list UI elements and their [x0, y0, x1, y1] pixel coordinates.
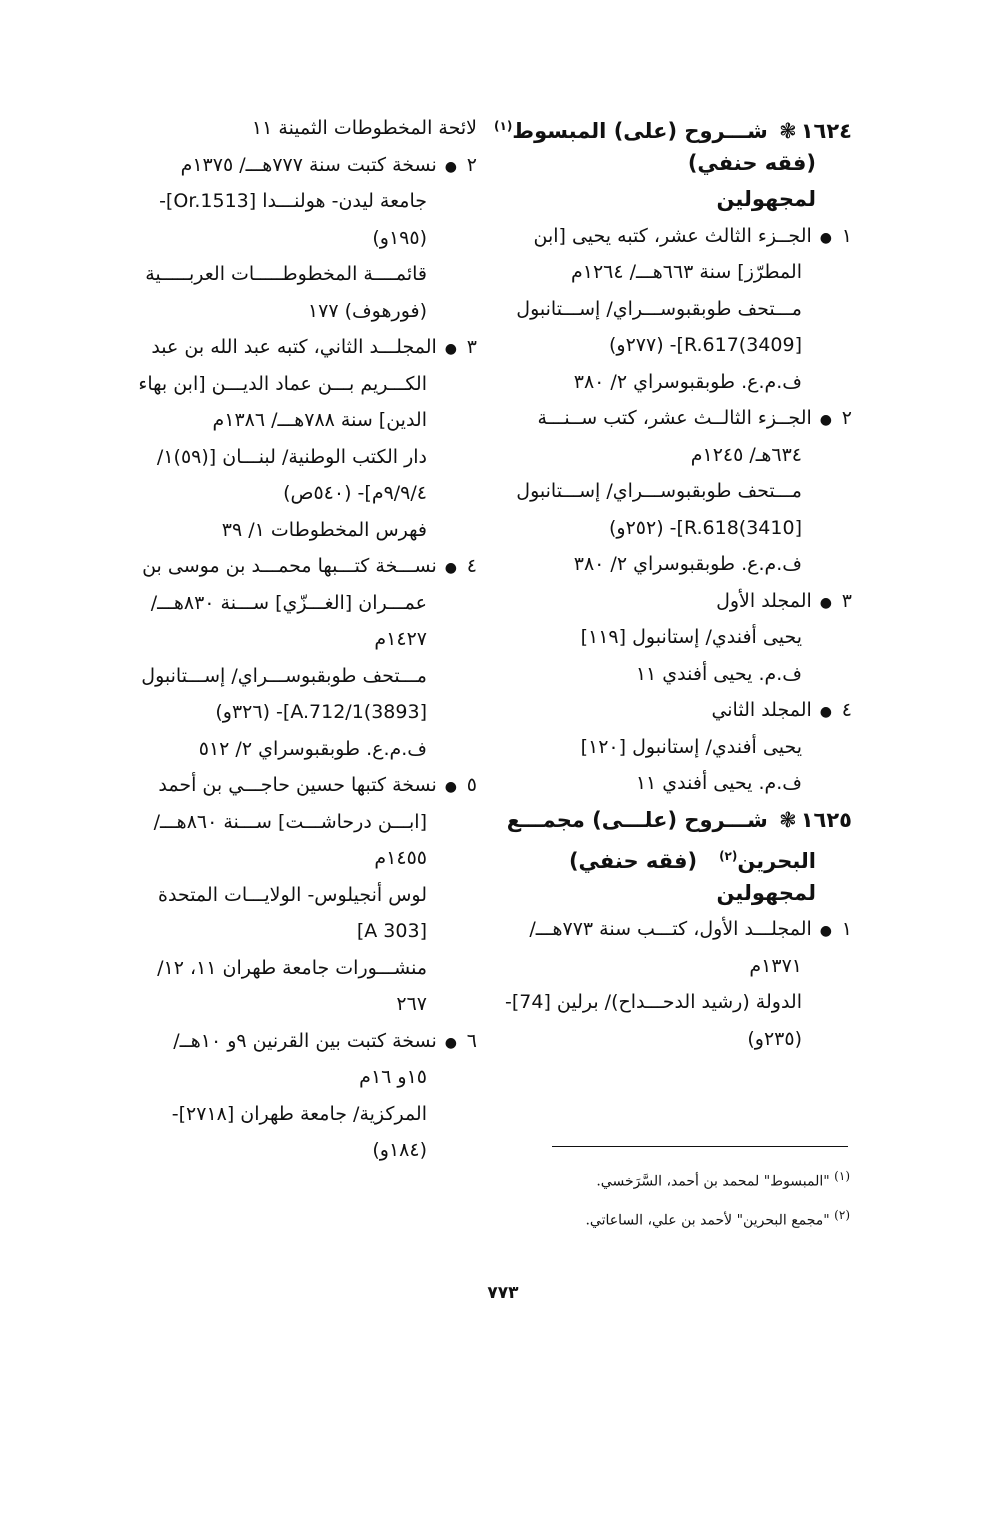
entry-number: ١٦٢٥ — [800, 807, 852, 832]
entry-title: شـــروح (على) المبسوط — [512, 119, 768, 143]
list-item-line — [512, 1021, 852, 1058]
list-item-line — [132, 913, 477, 950]
bullet-icon: ● — [444, 560, 457, 576]
list-item-line — [512, 948, 852, 985]
item-number: ٢ — [466, 153, 477, 176]
entry-subtitle: (فقه حنفي) — [568, 849, 698, 873]
item-number: ١ — [841, 224, 852, 247]
bullet-icon: ● — [819, 229, 832, 246]
list-item-line — [512, 473, 852, 510]
item-text: جامعة ليدن- هولنـــدا [Or.1513]- — [159, 190, 427, 212]
list-item-line — [512, 327, 852, 364]
page-number: ٧٧٣ — [487, 1283, 519, 1303]
item-text: يحيى أفندي/ إستانبول [١١٩] — [580, 626, 802, 648]
footnotes — [520, 1160, 850, 1237]
list-item-line — [132, 731, 477, 768]
item-text: [3409)R.617]- (٢٧٧و) — [609, 334, 802, 356]
left-column — [132, 110, 477, 1169]
item-number: ٣ — [466, 336, 477, 358]
footnote-marker: (١) — [834, 1169, 850, 1183]
entry-1624 — [494, 108, 852, 802]
list-item — [132, 147, 477, 184]
list-item — [512, 911, 852, 948]
star-icon: ❃ — [779, 119, 797, 143]
item-text: (١٨٤و) — [372, 1139, 427, 1161]
bullet-icon: ● — [444, 158, 457, 175]
item-number: ٢ — [841, 407, 852, 429]
item-text: ف.م.ع. طوبقبوسراي ٢/ ٥١٢ — [198, 737, 427, 760]
list-item-line — [132, 293, 477, 330]
item-text: [3893)A.712/1]- (٣٢٦و) — [215, 701, 427, 723]
item-text: (٢٣٥و) — [747, 1027, 802, 1050]
item-number: ٦ — [466, 1029, 477, 1052]
item-text: فهرس المخطوطات ١/ ٣٩ — [221, 518, 427, 541]
item-number: ١ — [841, 918, 852, 940]
item-text: نســـخة كتـــبها محمـــد بن موسى بن — [142, 555, 437, 577]
item-text: مـــتحف طوبقبوســـراي/ إســـتانبول — [516, 297, 802, 320]
item-text: [ابـــن درحاشـــت] ســـنة ٨٦٠هـــ/ — [153, 810, 427, 833]
item-text: المجلد الأول — [716, 589, 812, 612]
list-item-line — [132, 402, 477, 439]
footnote-1 — [520, 1160, 850, 1199]
item-text: (١٩٥و) — [372, 226, 427, 249]
entry-subtitle: (فقه حنفي) — [687, 150, 816, 175]
list-item-line — [512, 729, 852, 766]
list-item-line — [132, 986, 477, 1023]
item-text: ١٣٧١م — [749, 954, 802, 977]
item-text: لوس أنجيلوس- الولايـــات المتحدة — [158, 883, 427, 906]
left-items — [132, 147, 477, 1169]
item-text: ف.م. يحيى أفندي ١١ — [635, 662, 802, 685]
list-item-line — [132, 366, 477, 403]
entry-title-line2: البحرين — [737, 849, 816, 873]
item-text: نسخة كتبها حسين حاجـــي بن أحمد — [158, 774, 437, 796]
list-item — [512, 218, 852, 255]
item-text: مـــتحف طوبقبوســـراي/ إســـتانبول — [516, 480, 802, 502]
item-text: [3410)R.618]- (٢٥٢و) — [609, 516, 802, 539]
footnote-2 — [520, 1199, 850, 1238]
list-item-line — [512, 254, 852, 291]
item-text: الكـــريم بـــن عماد الديـــن [ابن بهاء — [138, 372, 427, 395]
list-item-line — [132, 1059, 477, 1096]
item-number: ٤ — [841, 699, 852, 721]
list-item-line — [512, 364, 852, 401]
item-text: [A 303] — [356, 920, 427, 942]
item-text: الجــزء الثالــث عشر، كتب ســنـــة — [537, 407, 812, 429]
item-text: ٦٣٤هـ/ ١٢٤٥م — [690, 443, 802, 466]
continuation-line: لائحة المخطوطات الثمينة ١١ — [251, 117, 477, 139]
right-column — [494, 108, 852, 1057]
entry-1625 — [504, 802, 852, 1058]
list-item — [132, 767, 477, 804]
item-text: ف.م.ع. طوبقبوسراي ٢/ ٣٨٠ — [573, 553, 802, 575]
entry-heading — [494, 108, 852, 145]
item-number: ٣ — [841, 589, 852, 612]
bullet-icon: ● — [444, 779, 457, 795]
entry-title-continuation — [512, 838, 852, 875]
item-text: ٩/٩/٤م]- (٥٤٠ص) — [283, 482, 427, 504]
list-item-line — [132, 621, 477, 658]
footnote-divider — [552, 1146, 848, 1147]
item-text: الدولة (رشيد الدحـــداح)/ برلين [74]- — [504, 991, 802, 1013]
item-text: ١٥و ١٦م — [359, 1066, 427, 1088]
item-text: المجلـــد الثاني، كتبه عبد الله بن عبد — [151, 336, 437, 358]
item-text: نسخة كتبت سنة ٧٧٧هـــ/ ١٣٧٥م — [180, 153, 437, 176]
bullet-icon: ● — [819, 412, 832, 428]
footnote-marker: (٢) — [834, 1207, 850, 1222]
list-item-line — [132, 183, 477, 220]
item-text: دار الكتب الوطنية/ لبنـــان [(٥٩)١/ — [156, 445, 427, 468]
list-item-line — [132, 585, 477, 622]
list-item-line — [512, 765, 852, 802]
item-text: يحيى أفندي/ إستانبول [١٢٠] — [580, 735, 802, 758]
list-item-line — [132, 1096, 477, 1133]
item-number: ٤ — [466, 555, 477, 577]
item-text: ٢٦٧ — [396, 993, 427, 1015]
list-item-line — [132, 1132, 477, 1169]
list-item — [512, 583, 852, 620]
item-text: (فورهوف) ١٧٧ — [307, 299, 427, 322]
item-number: ٥ — [466, 774, 477, 796]
bullet-icon: ● — [819, 594, 832, 611]
list-item-line — [512, 510, 852, 547]
entry-author: لمجهولين — [716, 187, 816, 211]
list-item-line — [132, 950, 477, 987]
list-item-line — [132, 877, 477, 914]
entry-title: شـــروح (علـــى) مجمـــع — [506, 807, 768, 832]
list-item-line — [512, 291, 852, 328]
item-text: نسخة كتبت بين القرنين ٩و ١٠هــ/ — [173, 1029, 437, 1052]
entry-author: لمجهولين — [716, 880, 816, 905]
list-item-line — [132, 694, 477, 731]
list-item-line — [512, 437, 852, 474]
item-text: منشـــورات جامعة طهران ١١، ١٢/ — [157, 956, 427, 979]
footnote-text: "المبسوط" لمحمد بن أحمد، السَّرَخسي. — [596, 1173, 830, 1190]
list-item-line — [132, 840, 477, 877]
item-text: ف.م. يحيى أفندي ١١ — [635, 772, 802, 794]
list-item — [132, 548, 477, 585]
list-item — [132, 329, 477, 366]
item-text: عمـــران [الغـــزّي] ســـنة ٨٣٠هـــ/ — [150, 591, 427, 614]
item-text: المطرّز] سنة ٦٦٣هـــ/ ١٢٦٤م — [570, 261, 802, 283]
list-item-line — [512, 619, 852, 656]
entry-heading — [506, 802, 852, 839]
item-text: المركزية/ جامعة طهران [٢٧١٨]- — [171, 1102, 427, 1125]
list-item-line — [132, 658, 477, 695]
list-item — [512, 692, 852, 729]
item-text: المجلد الثاني — [711, 699, 812, 721]
list-item-line — [132, 512, 477, 549]
entry-items — [504, 911, 852, 1057]
item-text: ف.م.ع. طوبقبوسراي ٢/ ٣٨٠ — [573, 370, 802, 393]
bullet-icon: ● — [819, 923, 832, 939]
item-text: قائمــــة المخطوطـــــات العربـــــية — [145, 263, 427, 285]
list-item-line — [132, 475, 477, 512]
item-text: الجــزء الثالث عشر، كتبه يحيى [ابن — [533, 224, 812, 247]
list-item-line — [132, 804, 477, 841]
item-text: ١٤٢٧م — [374, 628, 427, 650]
star-icon: ❃ — [779, 807, 797, 832]
bullet-icon: ● — [819, 704, 832, 720]
item-text: مـــتحف طوبقبوســـراي/ إســـتانبول — [141, 664, 427, 687]
footnote-ref: (١) — [494, 119, 513, 133]
bullet-icon: ● — [444, 341, 457, 357]
item-text: ١٤٥٥م — [374, 847, 427, 869]
list-item-line — [132, 256, 477, 293]
list-item — [512, 400, 852, 437]
footnote-ref: (٢) — [719, 849, 738, 863]
list-item-line — [132, 220, 477, 257]
footnote-text: "مجمع البحرين" لأحمد بن علي، الساعاتي. — [585, 1212, 830, 1229]
bullet-icon: ● — [444, 1034, 457, 1051]
entry-number: ١٦٢٤ — [800, 119, 852, 143]
list-item-line — [512, 546, 852, 583]
entry-items — [512, 218, 852, 802]
item-text: الدين] سنة ٧٨٨هـــ/ ١٣٨٦م — [212, 409, 427, 431]
list-item-line — [132, 439, 477, 476]
list-item-line — [504, 984, 852, 1021]
list-item-line — [512, 656, 852, 693]
list-item — [132, 1023, 477, 1060]
item-text: المجلـــد الأول، كتـــب سنة ٧٧٣هـــ/ — [529, 918, 812, 940]
